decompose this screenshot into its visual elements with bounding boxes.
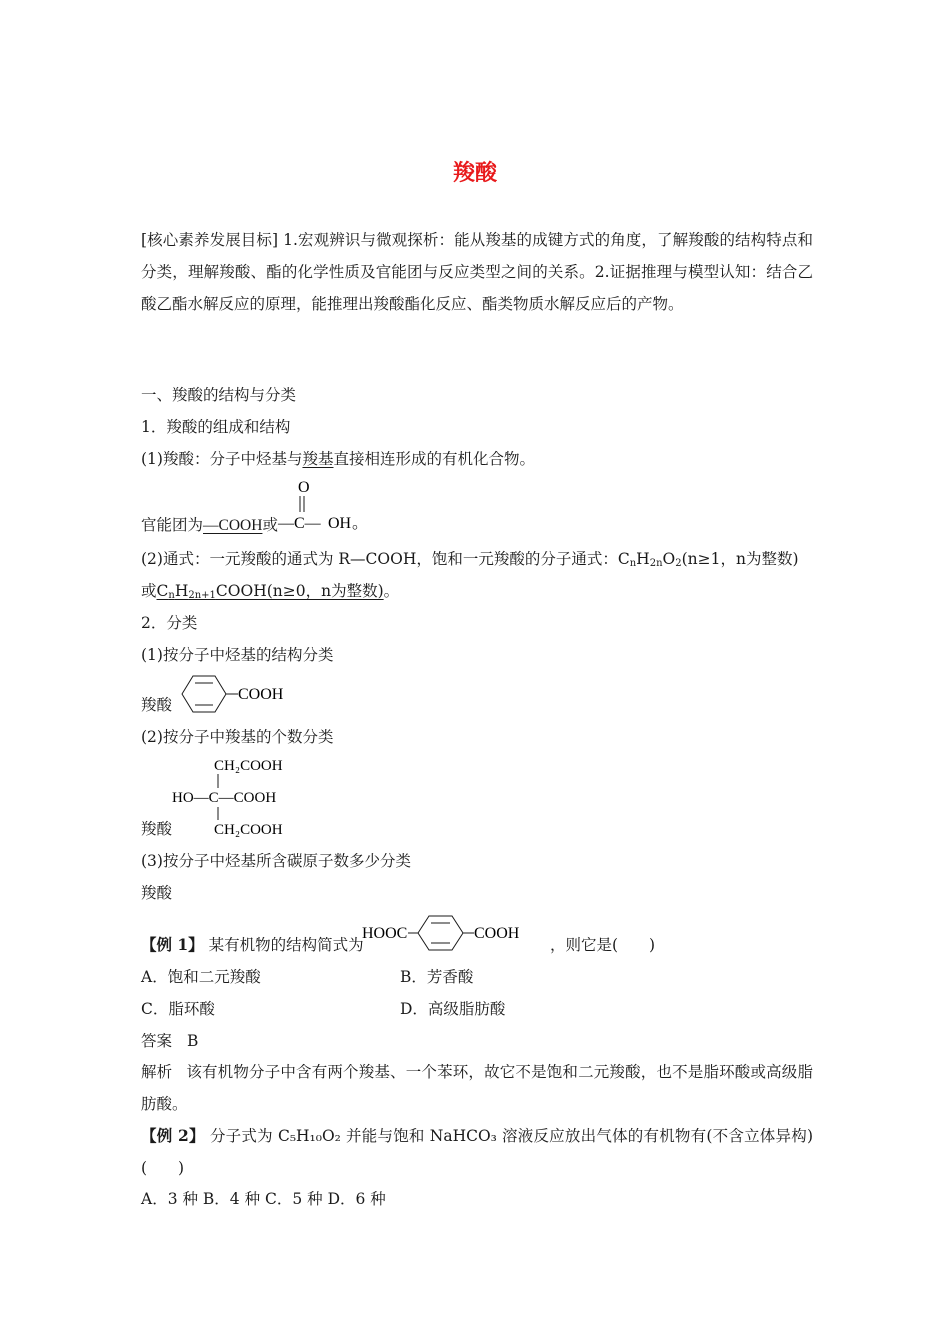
formula-line2-prefix: 或 [141, 582, 157, 600]
fg-prefix: 官能团为 [141, 516, 204, 534]
example-2-tag: 【例 2】 [141, 1126, 205, 1145]
citric-middle-label: HO—C—COOH [172, 790, 277, 806]
learning-goals [141, 224, 813, 320]
terephthalic-acid-diagram [362, 912, 550, 956]
analysis-label: 解析 [141, 1063, 173, 1081]
option-a: A．饱和二元羧酸 [141, 968, 261, 986]
classification-2: (2)按分子中羧基的个数分类 [141, 728, 334, 746]
subheading-composition: 1．羧酸的组成和结构 [141, 418, 291, 436]
formula-line2-end: 。 [383, 582, 400, 600]
answer-line [141, 1030, 198, 1052]
definition-line [141, 448, 535, 470]
definition-blank: 羧基 [302, 450, 334, 468]
example-2-options: A．3 种 B．4 种 C．5 种 D．6 种 [141, 1190, 386, 1208]
benzoic-acid-diagram [176, 672, 296, 716]
classification-3: (3)按分子中烃基所含碳原子数多少分类 [141, 852, 411, 870]
right-carboxyl-label: COOH [474, 925, 520, 942]
goals-tag: [核心素养发展目标] [141, 231, 279, 249]
formula-line2-cond: COOH(n≥0，n为整数) [215, 582, 384, 600]
citric-bottom-label: CH₂COOH [214, 822, 283, 838]
left-carboxyl-label: HOOC [362, 925, 408, 942]
citric-top-label: CH₂COOH [214, 758, 283, 774]
example-2-text: 分子式为 C₅H₁₀O₂ 并能与饱和 NaHCO₃ 溶液反应放出气体的有机物有(不含立体异构)( ) [141, 1127, 813, 1177]
fg-blank: —COOH [203, 517, 263, 534]
carbonyl-oxygen-label: O [298, 479, 310, 496]
analysis-paragraph [141, 1056, 813, 1120]
classification-1-label: 羧酸 [141, 696, 173, 714]
fg-or: 或 [262, 516, 278, 534]
subheading-classification: 2．分类 [141, 614, 198, 632]
formula-line1-tail: (n≥1，n为整数) [681, 550, 799, 568]
option-b: B．芳香酸 [400, 968, 474, 986]
classification-1: (1)按分子中烃基的结构分类 [141, 646, 334, 664]
definition-prefix: (1)羧酸：分子中烃基与 [141, 450, 303, 468]
formula-line1: (2)通式：一元羧酸的通式为 R—COOH，饱和一元羧酸的分子通式：C [141, 550, 630, 568]
hydroxyl-label: OH [328, 515, 352, 532]
carboxyl-group-label: COOH [238, 686, 284, 703]
answer-value: B [186, 1032, 199, 1050]
formula-line2-blank: C [156, 582, 169, 600]
example-1-stem-after: ，则它是( ) [550, 936, 656, 954]
general-formula-line-2: 或$C_nH_{2n+1}COOH(n\ge 0$，n为整数)。 [141, 582, 400, 601]
example-1-tag: 【例 1】 [141, 935, 204, 954]
example-1-stem-before: 某有机物的结构简式为 [208, 936, 364, 954]
citric-acid-diagram [172, 752, 332, 840]
example-1-stem [141, 934, 364, 956]
example-2-stem [141, 1120, 813, 1184]
option-c: C．脂环酸 [141, 1000, 215, 1018]
page-title: 羧酸 [452, 161, 497, 186]
section-heading: 一、羧酸的结构与分类 [141, 386, 297, 404]
goals-text: 1.宏观辨识与微观探析：能从羧基的成键方式的角度，了解羧酸的结构特点和分类，理解羧酸、酯的化学性质及官能团与反应类型之间的关系。2.证据推理与模型认知：结合乙酸乙酯水解反应的原理，能推理出羧酸酯化反应、酯类物质水解反应后的产物。 [141, 231, 813, 313]
carbon-chain-label: —C— [278, 515, 321, 532]
definition-suffix: 直接相连形成的有机化合物。 [333, 450, 535, 468]
carboxyl-structure-diagram [278, 474, 368, 538]
classification-2-label: 羧酸 [141, 820, 173, 838]
benzene-ring [418, 916, 463, 950]
option-d: D．高级脂肪酸 [400, 1000, 506, 1018]
benzene-ring [182, 676, 226, 712]
fg-end-punct: 。 [352, 515, 369, 532]
functional-group-line [141, 514, 278, 537]
classification-3-label: 羧酸 [141, 884, 173, 902]
analysis-text: 该有机物分子中含有两个羧基、一个苯环，故它不是饱和二元羧酸，也不是脂环酸或高级脂肪酸。 [141, 1063, 813, 1113]
answer-label: 答案 [141, 1032, 173, 1050]
general-formula-line: (2)通式：一元羧酸的通式为 R—COOH，饱和一元羧酸的分子通式：$C_nH_{2n}O_2(n\ge 1$，n为整数) [141, 550, 799, 569]
